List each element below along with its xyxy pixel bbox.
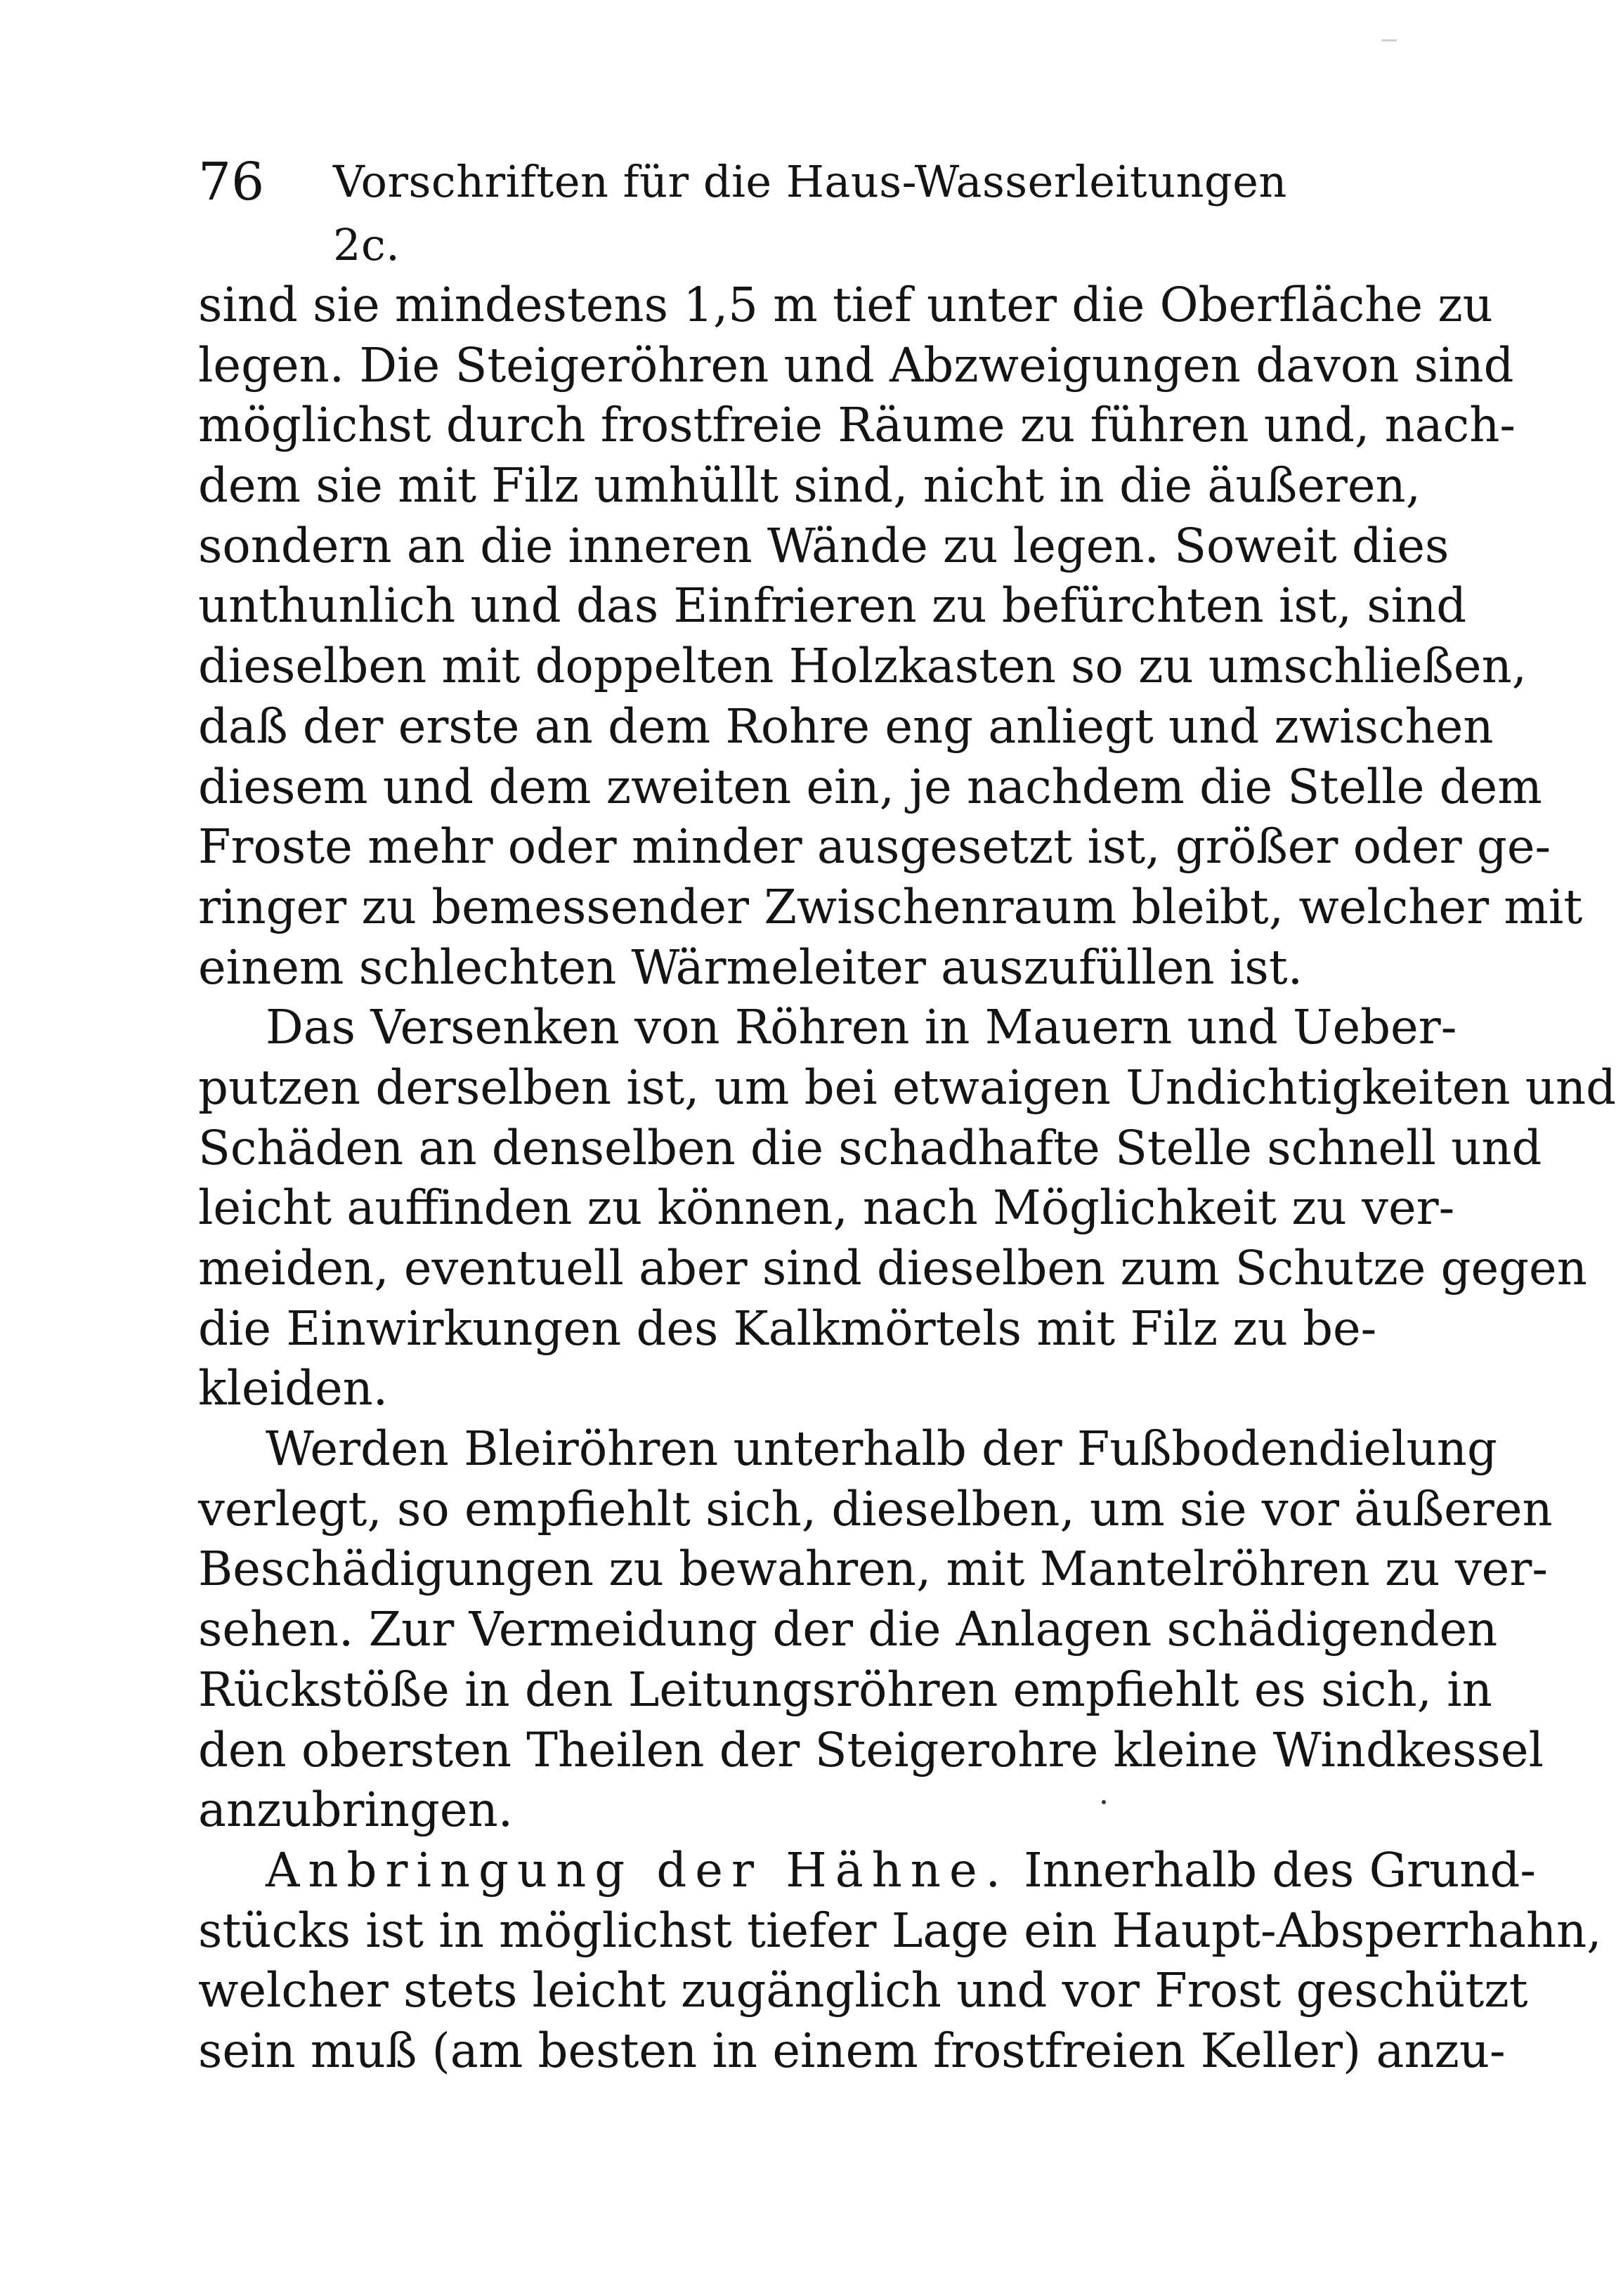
text-line: ringer zu bemessender Zwischenraum bleibt, welcher mit [198,879,1583,934]
page-header [198,150,1328,270]
text-line: sehen. Zur Vermeidung der die Anlagen schädigenden [198,1602,1498,1657]
text-line [198,1841,1536,1901]
page-number: 76 [198,152,265,212]
text-line: putzen derselben ist, um bei etwaigen Undichtigkeiten und [198,1059,1616,1115]
text-line: Werden Bleiröhren unterhalb der Fußbodendielung [266,1421,1497,1477]
text-line: sondern an die inneren Wände zu legen. Soweit dies [198,518,1449,573]
text-line: stücks ist in möglichst tiefer Lage ein Haupt-Absperrhahn, [198,1903,1602,1958]
text-line: Schäden an denselben die schadhafte Stelle schnell und [198,1120,1542,1175]
body-text [198,275,1616,2082]
running-title: Vorschriften für die Haus-Wasserleitungen 2c. [333,156,1287,270]
section-heading: Anbringung der Hähne. [266,1842,1009,1898]
text-line: diesem und dem zweiten ein, je nachdem die Stelle dem [198,759,1542,814]
text-line: Rückstöße in den Leitungsröhren empfiehlt es sich, in [198,1662,1492,1717]
text-line: kleiden. [198,1361,389,1416]
scan-mark [1381,39,1397,41]
text-fragment: Innerhalb des Grund- [1024,1842,1536,1898]
text-line: die Einwirkungen des Kalkmörtels mit Filz zu be- [198,1300,1377,1356]
text-line: sein muß (am besten in einem frostfreien Keller) anzu- [198,2023,1506,2078]
ink-speck [1102,1800,1106,1804]
text-line: verlegt, so empfiehlt sich, dieselben, um sie vor äußeren [198,1481,1553,1537]
text-line: meiden, eventuell aber sind dieselben zum Schutze gegen [198,1241,1587,1296]
text-line: legen. Die Steigeröhren und Abzweigungen davon sind [198,337,1514,393]
text-line: dieselben mit doppelten Holzkasten so zu umschließen, [198,639,1527,694]
text-line: unthunlich und das Einfrieren zu befürchten ist, sind [198,578,1467,634]
text-line: sind sie mindestens 1,5 m tief unter die Oberfläche zu [198,278,1493,332]
text-line: möglichst durch frostfreie Räume zu führen und, nach- [198,398,1516,453]
text-line: welcher stets leicht zugänglich und vor Frost geschützt [198,1963,1528,2018]
text-line: Froste mehr oder minder ausgesetzt ist, größer oder ge- [198,819,1551,875]
text-line: leicht auffinden zu können, nach Möglichkeit zu ver- [198,1180,1455,1236]
text-line: den obersten Theilen der Steigerohre kleine Windkessel [198,1722,1544,1778]
text-line: einem schlechten Wärmeleiter auszufüllen ist. [198,939,1303,995]
text-line: anzubringen. [198,1782,514,1838]
text-line: daß der erste an dem Rohre eng anliegt und zwischen [198,698,1494,754]
text-line: dem sie mit Filz umhüllt sind, nicht in die äußeren, [198,458,1421,514]
text-line: Beschädigungen zu bewahren, mit Mantelröhren zu ver- [198,1541,1548,1597]
text-line: Das Versenken von Röhren in Mauern und Ueber- [266,1000,1457,1055]
